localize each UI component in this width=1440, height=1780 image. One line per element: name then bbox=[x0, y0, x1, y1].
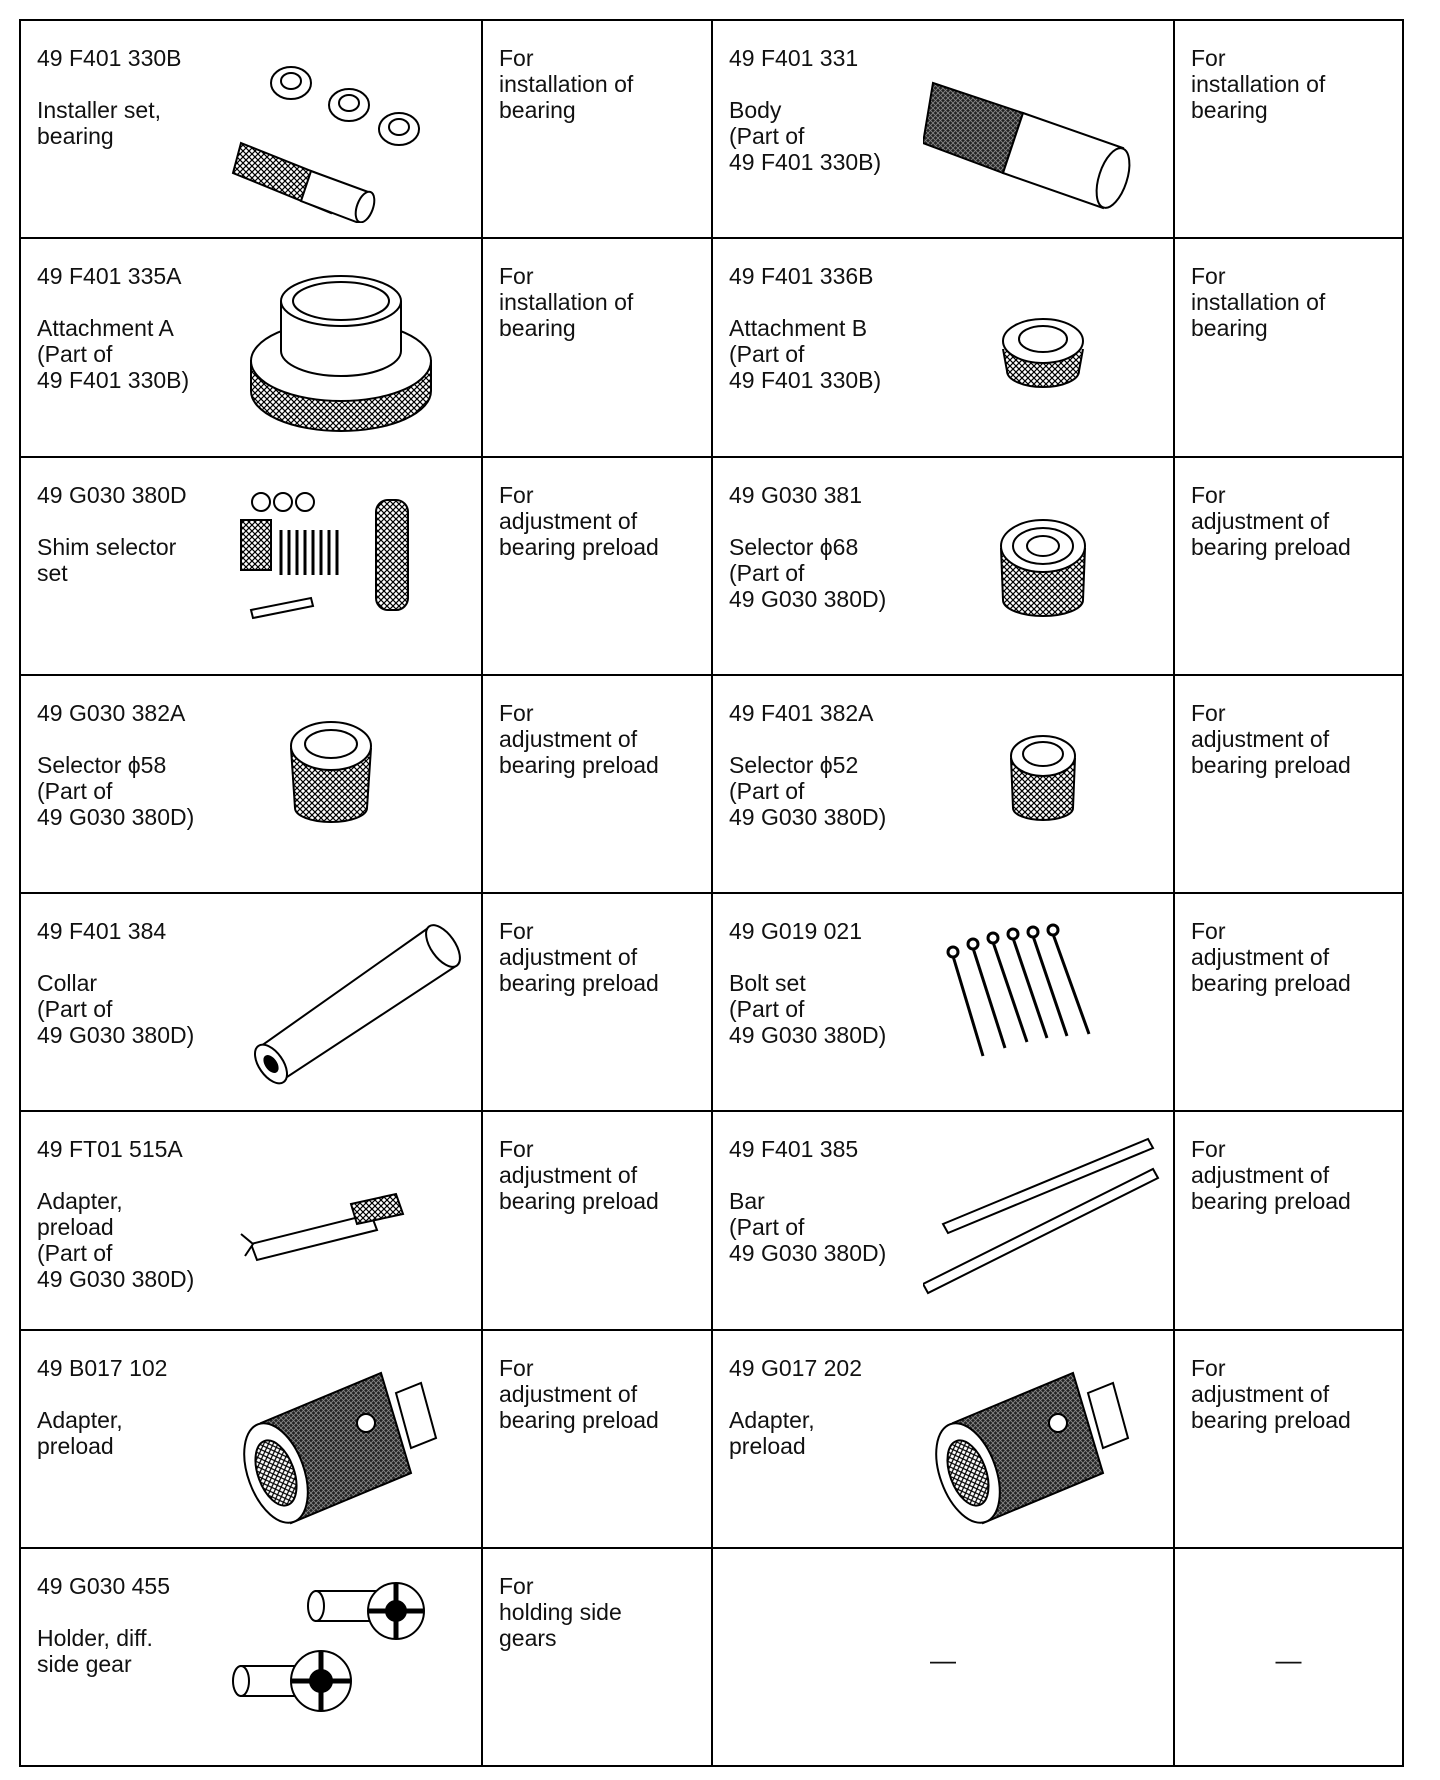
part-number: 49 G017 202 bbox=[729, 1354, 863, 1381]
tool-name: Bar (Part of 49 G030 380D) bbox=[729, 1188, 887, 1267]
table-row bbox=[20, 893, 1403, 1111]
part-number: 49 B017 102 bbox=[37, 1354, 168, 1381]
part-number: 49 G030 380D bbox=[37, 481, 187, 508]
tool-name: Adapter, preload bbox=[37, 1406, 123, 1459]
tool-purpose: For adjustment of bearing preload bbox=[499, 1354, 659, 1433]
part-number: 49 F401 335A bbox=[37, 263, 182, 290]
tool-cell bbox=[712, 20, 1174, 238]
adapter-knurled-icon bbox=[231, 1353, 471, 1533]
table-row bbox=[20, 675, 1403, 893]
use-cell bbox=[482, 893, 712, 1111]
tool-purpose: For adjustment of bearing preload bbox=[499, 699, 659, 778]
tool-purpose: For installation of bearing bbox=[499, 263, 634, 342]
tool-cell bbox=[20, 238, 482, 456]
use-cell bbox=[482, 1111, 712, 1329]
part-number: 49 F401 384 bbox=[37, 918, 167, 944]
collar-icon bbox=[231, 916, 471, 1096]
use-cell bbox=[1174, 1111, 1403, 1329]
use-cell bbox=[482, 1330, 712, 1548]
use-cell bbox=[482, 457, 712, 675]
shim-selector-set-icon bbox=[231, 480, 471, 660]
use-cell bbox=[1174, 238, 1403, 456]
use-cell bbox=[482, 1548, 712, 1766]
tool-purpose: For installation of bearing bbox=[499, 45, 634, 123]
part-number: 49 G019 021 bbox=[729, 918, 863, 944]
use-cell bbox=[482, 675, 712, 893]
part-number: 49 F401 330B bbox=[37, 45, 182, 71]
tool-cell bbox=[20, 675, 482, 893]
adapter-preload-small-icon bbox=[231, 1134, 471, 1314]
attachment-a-icon bbox=[231, 261, 471, 441]
tool-cell bbox=[712, 457, 1174, 675]
table-row bbox=[20, 1548, 1403, 1766]
empty-dash: — bbox=[930, 1644, 956, 1675]
selector-52-icon bbox=[923, 698, 1163, 878]
empty-dash: — bbox=[1275, 1644, 1302, 1675]
tool-purpose: For adjustment of bearing preload bbox=[499, 1136, 659, 1215]
tool-name: Adapter, preload bbox=[729, 1406, 815, 1459]
use-cell bbox=[1174, 675, 1403, 893]
tool-cell bbox=[712, 1330, 1174, 1548]
tool-cell bbox=[712, 238, 1174, 456]
tool-name: Shim selector set bbox=[37, 533, 177, 586]
empty-use-cell bbox=[1174, 1548, 1403, 1766]
attachment-b-icon bbox=[923, 261, 1163, 441]
tool-cell bbox=[712, 1111, 1174, 1329]
table-row bbox=[20, 1111, 1403, 1329]
installer-set-icon bbox=[231, 43, 471, 223]
selector-68-icon bbox=[923, 480, 1163, 660]
tool-name: Selector ϕ58 (Part of 49 G030 380D) bbox=[37, 751, 195, 830]
tool-name: Selector ϕ68 (Part of 49 G030 380D) bbox=[729, 533, 887, 612]
tool-purpose: For adjustment of bearing preload bbox=[499, 481, 659, 560]
use-cell bbox=[1174, 893, 1403, 1111]
special-tools-table bbox=[19, 19, 1404, 1767]
tool-purpose: For holding side gears bbox=[499, 1572, 622, 1651]
tool-name: Bolt set (Part of 49 G030 380D) bbox=[729, 970, 887, 1048]
side-gear-holder-icon bbox=[231, 1571, 471, 1751]
tool-purpose: For adjustment of bearing preload bbox=[1191, 1136, 1351, 1215]
table-row bbox=[20, 1330, 1403, 1548]
part-number: 49 G030 381 bbox=[729, 481, 863, 508]
tool-cell bbox=[20, 457, 482, 675]
tool-purpose: For adjustment of bearing preload bbox=[1191, 699, 1351, 778]
use-cell bbox=[1174, 20, 1403, 238]
bolt-set-icon bbox=[923, 916, 1163, 1096]
tool-cell bbox=[712, 893, 1174, 1111]
selector-58-icon bbox=[231, 698, 471, 878]
use-cell bbox=[1174, 457, 1403, 675]
tool-name: Attachment A (Part of 49 F401 330B) bbox=[37, 315, 190, 394]
part-number: 49 F401 331 bbox=[729, 45, 859, 71]
body-icon bbox=[923, 43, 1163, 223]
adapter-knurled-icon bbox=[923, 1353, 1163, 1533]
tool-purpose: For installation of bearing bbox=[1191, 263, 1326, 342]
tool-name: Collar (Part of 49 G030 380D) bbox=[37, 970, 195, 1048]
use-cell bbox=[1174, 1330, 1403, 1548]
part-number: 49 G030 455 bbox=[37, 1572, 171, 1599]
tool-cell bbox=[20, 20, 482, 238]
tool-purpose: For adjustment of bearing preload bbox=[1191, 1354, 1351, 1433]
use-cell bbox=[482, 20, 712, 238]
tool-purpose: For installation of bearing bbox=[1191, 45, 1326, 123]
tool-purpose: For adjustment of bearing preload bbox=[1191, 918, 1351, 996]
use-cell bbox=[482, 238, 712, 456]
tool-name: Selector ϕ52 (Part of 49 G030 380D) bbox=[729, 751, 887, 830]
part-number: 49 F401 385 bbox=[729, 1136, 859, 1163]
tool-name: Body (Part of 49 F401 330B) bbox=[729, 97, 882, 175]
table-row bbox=[20, 457, 1403, 675]
tool-name: Attachment B (Part of 49 F401 330B) bbox=[729, 315, 882, 394]
part-number: 49 F401 382A bbox=[729, 699, 874, 726]
tool-name: Holder, diff. side gear bbox=[37, 1624, 153, 1677]
tool-purpose: For adjustment of bearing preload bbox=[1191, 481, 1351, 560]
tool-purpose: For adjustment of bearing preload bbox=[499, 918, 659, 996]
part-number: 49 G030 382A bbox=[37, 699, 186, 726]
tool-name: Adapter, preload (Part of 49 G030 380D) bbox=[37, 1188, 195, 1293]
tool-cell bbox=[20, 893, 482, 1111]
tool-cell bbox=[20, 1111, 482, 1329]
part-number: 49 FT01 515A bbox=[37, 1136, 183, 1163]
tool-name: Installer set, bearing bbox=[37, 97, 161, 149]
empty-tool-cell bbox=[712, 1548, 1174, 1766]
tool-cell bbox=[20, 1548, 482, 1766]
tool-cell bbox=[712, 675, 1174, 893]
table-row bbox=[20, 20, 1403, 238]
table-row bbox=[20, 238, 1403, 456]
tool-cell bbox=[20, 1330, 482, 1548]
part-number: 49 F401 336B bbox=[729, 263, 874, 290]
bar-icon bbox=[923, 1134, 1163, 1314]
